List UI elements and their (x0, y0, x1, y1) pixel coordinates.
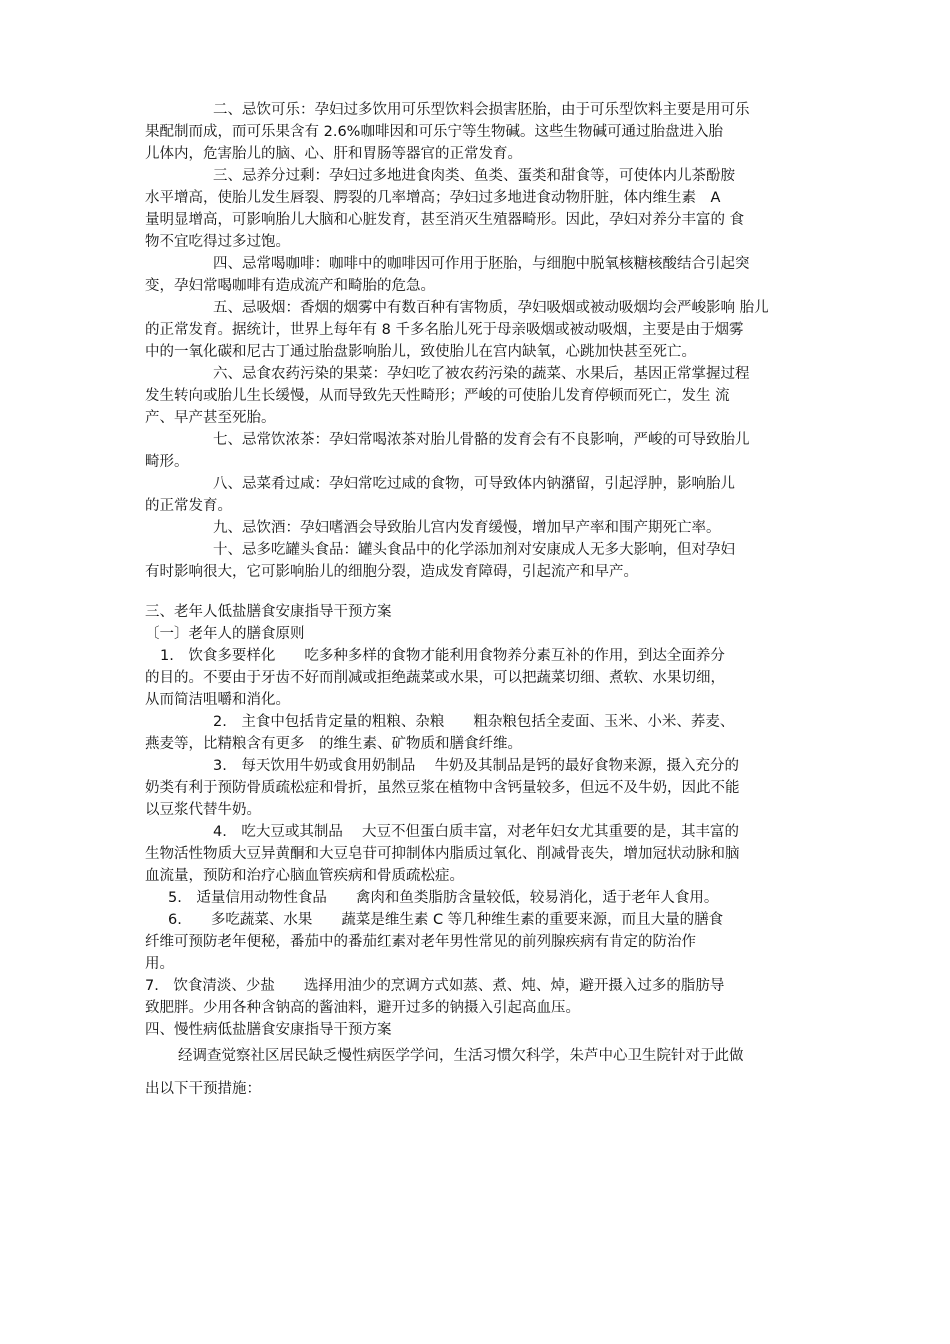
text-line: 纤维可预防老年便秘，番茄中的番茄红素对老年男性常见的前列腺疾病有肯定的防治作 (145, 934, 696, 950)
text-line: 物不宜吃得过多过饱。 (145, 234, 290, 250)
text-line: 5. 适量信用动物性食品 禽肉和鱼类脂肪含量较低，较易消化，适于老年人食用。 (168, 890, 719, 906)
text-line: 的正常发育。 (145, 498, 232, 514)
text-line: 三、忌养分过剩：孕妇过多地进食肉类、鱼类、蛋类和甜食等，可使体内儿茶酚胺 (213, 168, 735, 184)
text-line: 九、忌饮酒：孕妇嗜酒会导致胎儿宫内发育缓慢，增加早产率和围产期死亡率。 (213, 520, 721, 536)
text-line: 致肥胖。少用各种含钠高的酱油料，避开过多的钠摄入引起高血压。 (145, 1000, 580, 1016)
text-line: 2. 主食中包括肯定量的粗粮、杂粮 粗杂粮包括全麦面、玉米、小米、荞麦、 (213, 714, 735, 730)
text-line: 变，孕妇常喝咖啡有造成流产和畸胎的危急。 (145, 278, 435, 294)
text-line: 的正常发育。据统计，世界上每年有 8 千多名胎儿死于母亲吸烟或被动吸烟，主要是由于烟雾 (145, 322, 744, 338)
text-line: 燕麦等，比精粮含有更多 的维生素、矿物质和膳食纤维。 (145, 736, 522, 752)
text-line: 产、早产甚至死胎。 (145, 410, 276, 426)
text-line: 十、忌多吃罐头食品：罐头食品中的化学添加剂对安康成人无多大影响，但对孕妇 (213, 542, 735, 558)
section-heading: 四、慢性病低盐膳食安康指导干预方案 (145, 1022, 392, 1038)
text-line: 畸形。 (145, 454, 189, 470)
text-line: 生物活性物质大豆异黄酮和大豆皂苷可抑制体内脂质过氧化、削减骨丧失，增加冠状动脉和脑 (145, 846, 740, 862)
text-line: 儿体内，危害胎儿的脑、心、肝和胃肠等器官的正常发育。 (145, 146, 522, 162)
text-line: 有时影响很大，它可影响胎儿的细胞分裂，造成发育障碍，引起流产和早产。 (145, 564, 638, 580)
text-line: 3. 每天饮用牛奶或食用奶制品 牛奶及其制品是钙的最好食物来源，摄入充分的 (213, 758, 739, 774)
text-line: 果配制而成，而可乐果含有 2.6%咖啡因和可乐宁等生物碱。这些生物碱可通过胎盘进入胎 (145, 124, 723, 140)
section-heading: 三、老年人低盐膳食安康指导干预方案 (145, 604, 392, 620)
text-line: 4. 吃大豆或其制品 大豆不但蛋白质丰富，对老年妇女尤其重要的是，其丰富的 (213, 824, 739, 840)
text-line: 血流量，预防和治疗心脑血管疾病和骨质疏松症。 (145, 868, 464, 884)
text-line: 二、忌饮可乐：孕妇过多饮用可乐型饮料会损害胚胎，由于可乐型饮料主要是用可乐 (213, 102, 750, 118)
text-line: 六、忌食农药污染的果菜：孕妇吃了被农药污染的蔬菜、水果后，基因正常掌握过程 (213, 366, 750, 382)
text-line: 1. 饮食多要样化 吃多种多样的食物才能利用食物养分素互补的作用，到达全面养分 (160, 648, 725, 664)
text-line: 从而简洁咀嚼和消化。 (145, 692, 290, 708)
text-line: 中的一氧化碳和尼古丁通过胎盘影响胎儿，致使胎儿在宫内缺氧，心跳加快甚至死亡。 (145, 344, 696, 360)
text-line: 以豆浆代替牛奶。 (145, 802, 261, 818)
text-line: 四、忌常喝咖啡：咖啡中的咖啡因可作用于胚胎，与细胞中脱氧核糖核酸结合引起突 (213, 256, 750, 272)
text-line: 的目的。不要由于牙齿不好而削减或拒绝蔬菜或水果，可以把蔬菜切细、煮软、水果切细， (145, 670, 725, 686)
text-line: 水平增高，使胎儿发生唇裂、腭裂的几率增高；孕妇过多地进食动物肝脏，体内维生素 A (145, 190, 721, 206)
text-line: 出以下干预措施： (145, 1081, 261, 1097)
text-line: 经调查觉察社区居民缺乏慢性病医学学问，生活习惯欠科学，朱芦中心卫生院针对于此做 (178, 1048, 744, 1064)
text-line: 七、忌常饮浓茶：孕妇常喝浓茶对胎儿骨骼的发育会有不良影响，严峻的可导致胎儿 (213, 432, 750, 448)
subsection-heading: 〔一〕老年人的膳食原则 (145, 626, 305, 642)
text-line: 发生转向或胎儿生长缓慢，从而导致先天性畸形；严峻的可使胎儿发育停顿而死亡，发生 流 (145, 388, 730, 404)
text-line: 奶类有利于预防骨质疏松症和骨折，虽然豆浆在植物中含钙量较多，但远不及牛奶，因此不能 (145, 780, 740, 796)
text-line: 7. 饮食清淡、少盐 选择用油少的烹调方式如蒸、煮、炖、焯，避开摄入过多的脂肪导 (145, 978, 725, 994)
text-line: 6. 多吃蔬菜、水果 蔬菜是维生素 C 等几种维生素的重要来源，而且大量的膳食 (168, 912, 724, 928)
text-line: 用。 (145, 956, 174, 972)
text-line: 八、忌菜肴过咸：孕妇常吃过咸的食物，可导致体内钠潴留，引起浮肿，影响胎儿 (213, 476, 735, 492)
text-line: 五、忌吸烟：香烟的烟雾中有数百种有害物质，孕妇吸烟或被动吸烟均会严峻影响 胎儿 (213, 300, 769, 316)
text-line: 量明显增高，可影响胎儿大脑和心脏发育，甚至消灭生殖器畸形。因此，孕妇对养分丰富的 食 (145, 212, 745, 228)
